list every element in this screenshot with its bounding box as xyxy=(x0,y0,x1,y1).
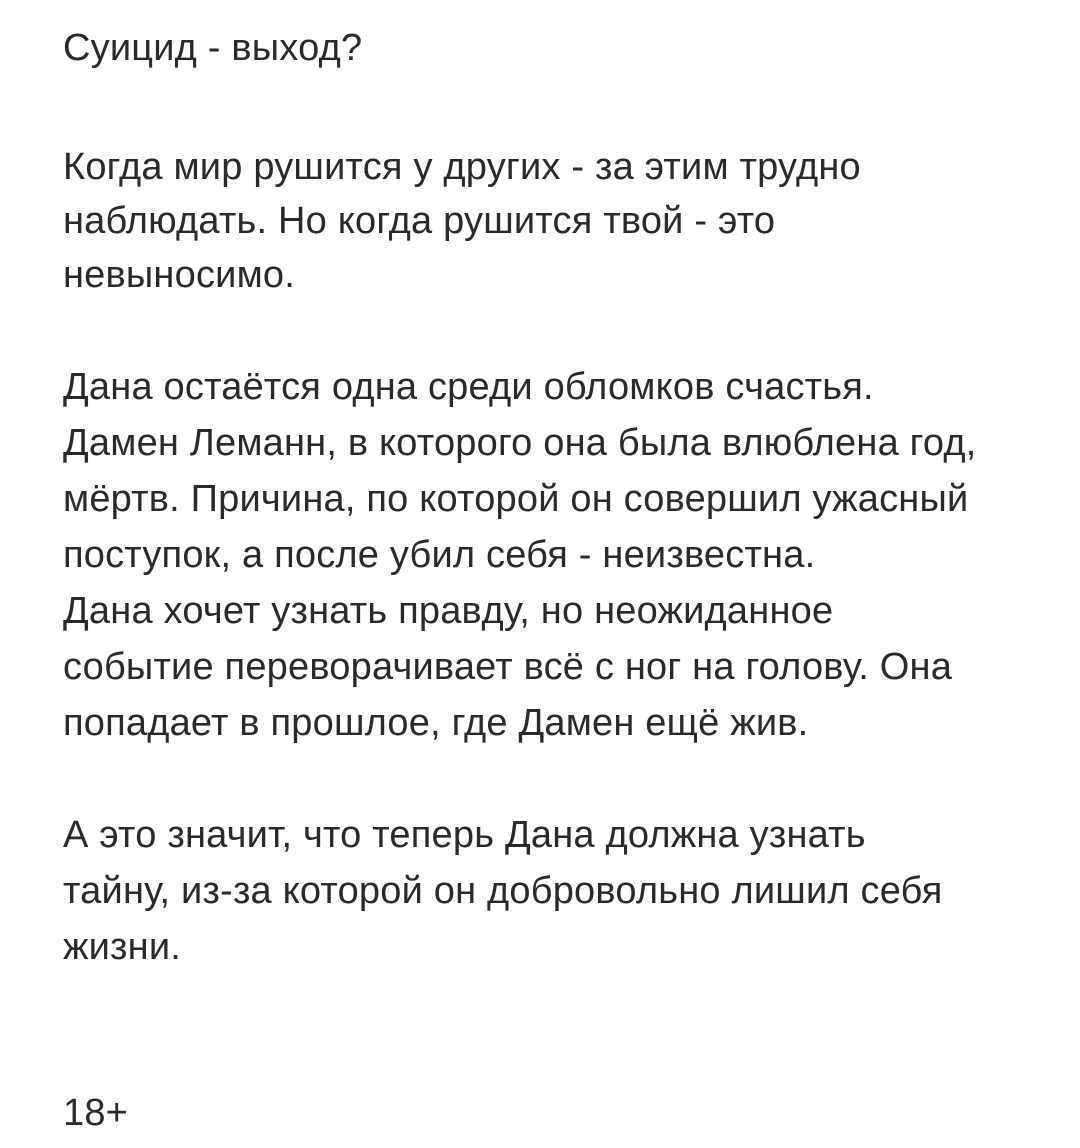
age-rating: 18+ xyxy=(63,1092,129,1134)
paragraph-1-line: Когда мир рушится у других - за этим трудно xyxy=(63,146,861,188)
paragraph-2-line: поступок, а после убил себя - неизвестна. xyxy=(63,534,816,576)
paragraph-3-line: тайну, из-за которой он добровольно лишил себя xyxy=(63,870,943,912)
title: Суицид - выход? xyxy=(63,27,363,69)
paragraph-2-line: попадает в прошлое, где Дамен ещё жив. xyxy=(63,702,809,744)
paragraph-2-line: Дамен Леманн, в которого она была влюблена год, xyxy=(63,422,977,464)
paragraph-1-line: наблюдать. Но когда рушится твой - это xyxy=(63,200,776,242)
paragraph-3-line: А это значит, что теперь Дана должна узнать xyxy=(63,814,866,856)
paragraph-2-line: Дана хочет узнать правду, но неожиданное xyxy=(63,590,834,632)
paragraph-3-line: жизни. xyxy=(63,926,182,968)
paragraph-2-line: событие переворачивает всё с ног на голову. Она xyxy=(63,646,953,688)
paragraph-2-line: Дана остаётся одна среди обломков счастья. xyxy=(63,366,874,408)
paragraph-2-line: мёртв. Причина, по которой он совершил ужасный xyxy=(63,478,969,520)
paragraph-1-line: невыносимо. xyxy=(63,254,295,296)
document-page xyxy=(63,0,1053,1148)
